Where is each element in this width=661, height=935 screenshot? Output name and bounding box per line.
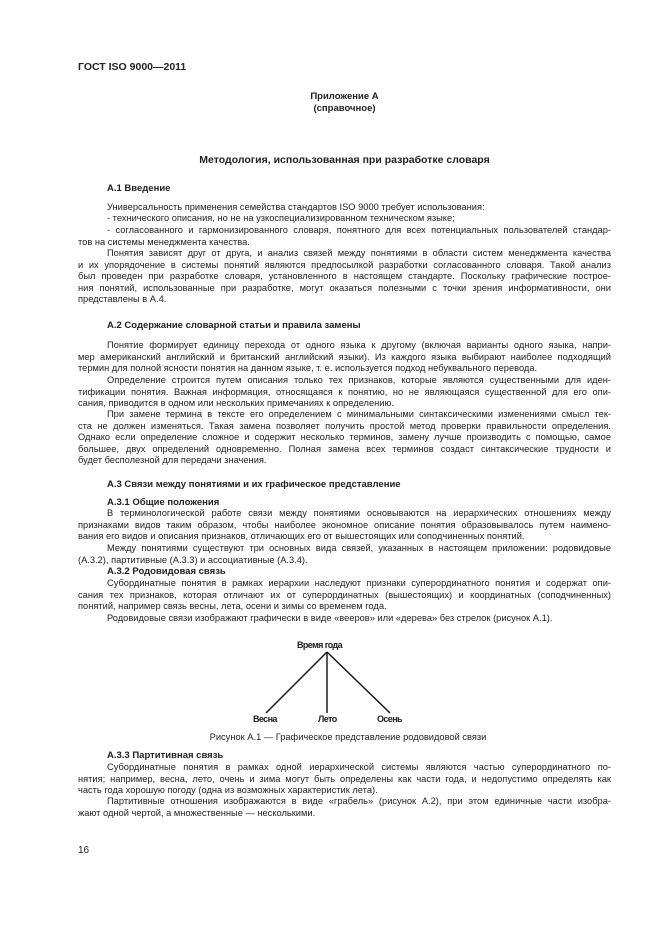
document-code: ГОСТ ISO 9000—2011 — [78, 61, 187, 73]
text-line: тификации понятия. Важная информация, относящаяся к понятию, но не являющаяся существенной для его опи- — [78, 386, 611, 397]
text-line: (А.3.2), партитивные (А.3.3) и ассоциативные (А.3.4). — [78, 554, 308, 565]
text-line: Понятия зависят друг от друга, и анализ связей между понятиями в области систем менеджмента качества — [107, 248, 611, 258]
text-line: часть года хорошую погоду (одна из возможных характеристик лета). — [78, 785, 378, 796]
text-line: - технического описания, но не на узкоспециализированном техническом языке; — [107, 213, 455, 223]
paragraph — [78, 578, 611, 613]
paragraph — [78, 375, 611, 410]
section-heading: А.1 Введение — [107, 183, 171, 194]
figure-caption: Рисунок А.1 — Графическое представление родовидовой связи — [209, 732, 487, 742]
section-heading: А.2 Содержание словарной статьи и правила замены — [107, 320, 361, 331]
paragraph — [78, 762, 611, 797]
annex-subtitle: (справочное) — [313, 103, 376, 114]
text-line: большее, двух определений одновременно. Полная замена всех терминов создаст синтаксические трудности и — [78, 443, 611, 454]
text-line: В терминологической работе связи между понятиями основываются на иерархических отношениях между — [107, 508, 611, 518]
text-line: ста не должен изменяться. Такая замена позволяет получить простой метод проверки правильности определения. — [78, 420, 611, 431]
page-title: Методология, использованная при разработке словаря — [199, 154, 490, 166]
tree-edge — [327, 652, 390, 713]
section-heading: А.3.2 Родовидовая связь — [107, 566, 226, 577]
text-line: Определение строится путем описания только тех признаков, которые являются существенными для иден- — [107, 375, 611, 385]
text-line: представлены в А.4. — [78, 294, 167, 305]
paragraph — [78, 225, 611, 248]
annex-title: Приложение А — [310, 91, 379, 102]
tree-root-label: Время года — [297, 640, 343, 650]
text-line: признаками видов таким образом, чтобы наиболее экономное описание понятия образовывалось путем наимено- — [78, 519, 611, 530]
text-line: Понятие формирует единицу перехода от одного языка к другому (включая варианты одного языка, напри- — [107, 340, 611, 350]
text-line: Универсальность применения семейства стандартов ISO 9000 требует использования: — [107, 202, 485, 212]
text-line: сания, приводится в одном или нескольких примечаниях к определению. — [78, 398, 395, 409]
paragraph — [78, 202, 611, 214]
text-line: понятий, например связь весны, лета, осени и зимы со временем года. — [78, 601, 387, 612]
paragraph — [78, 213, 611, 225]
text-line: сания тех признаков, которая отличают их от суперординатных (вышестоящих) и координатных (соподчиненных) — [78, 589, 611, 600]
tree-child-label: Осень — [377, 714, 402, 724]
text-line: нятия; например, весна, лето, очень и зима могут быть определены как части года, и недопустимо определять как — [78, 773, 611, 784]
text-line: ния понятий, использованные при разработке, могут оказаться полезными с точки зрения информативности, они — [78, 282, 611, 293]
text-line: тов на системы менеджмента качества. — [78, 236, 250, 247]
text-line: и их упорядочение в системы понятий являются предпосылкой разработки согласованного словаря. Такой анализ — [78, 259, 611, 270]
text-line: термин для полной ясности понятия на данном языке, т. е. используется подход небуквального перевода. — [78, 363, 538, 374]
paragraph — [78, 340, 611, 375]
tree-edge — [266, 652, 327, 713]
text-line: был проведен при разработке словаря, установленного в настоящем стандарте. Поскольку графические построе- — [78, 271, 611, 282]
annex-heading — [78, 91, 611, 115]
section-heading: А.3 Связи между понятиями и их графическое представление — [107, 479, 401, 490]
paragraph — [78, 409, 611, 467]
text-line: Субординатные понятия в рамках иерархии наследуют признаки суперординатного понятия и содержат опи- — [107, 578, 611, 588]
text-line: жают одной чертой, а множественные — несколькими. — [78, 807, 316, 818]
text-line: Родовидовые связи изображают графически в виде «вееров» или «дерева» без стрелок (рисунок А.1). — [107, 613, 553, 623]
text-line: - согласованного и гармонизированного словаря, понятного для всех потенциальных пользователей стандар- — [107, 225, 611, 235]
text-line: Партитивные отношения изображаются в виде «грабель» (рисунок А.2), при этом единичные части изобра- — [107, 796, 611, 806]
text-line: При замене термина в тексте его определением с минимальными синтаксическими изменениями смысл тек- — [107, 409, 611, 419]
section-heading: А.3.1 Общие положения — [107, 497, 220, 508]
paragraph — [78, 543, 611, 566]
paragraph — [78, 508, 611, 543]
text-line: Между понятиями существуют три основных вида связей, указанных в настоящем приложении: родовидовые — [107, 543, 611, 553]
paragraph — [78, 613, 611, 625]
section-heading: А.3.3 Партитивная связь — [107, 750, 224, 761]
text-line: будет бесполезной для передачи значения. — [78, 455, 267, 466]
tree-child-label: Лето — [318, 714, 337, 724]
tree-child-label: Весна — [253, 714, 277, 724]
paragraph — [78, 248, 611, 306]
text-line: Однако если определение сложное и содержит несколько терминов, замену лучше производить с помощью, самое — [78, 432, 611, 443]
text-line: мер американский английский и британский английский языки). Из каждого языка выбирают наиболее подходящий — [78, 351, 611, 362]
text-line: вания его видов и описания признаков, отличающих его от вышестоящих или соподчиненных понятий. — [78, 531, 525, 542]
page-number: 16 — [78, 845, 90, 856]
paragraph — [78, 796, 611, 819]
text-line: Субординатные понятия в рамках одной иерархической системы являются частью суперординатного по- — [107, 762, 611, 772]
